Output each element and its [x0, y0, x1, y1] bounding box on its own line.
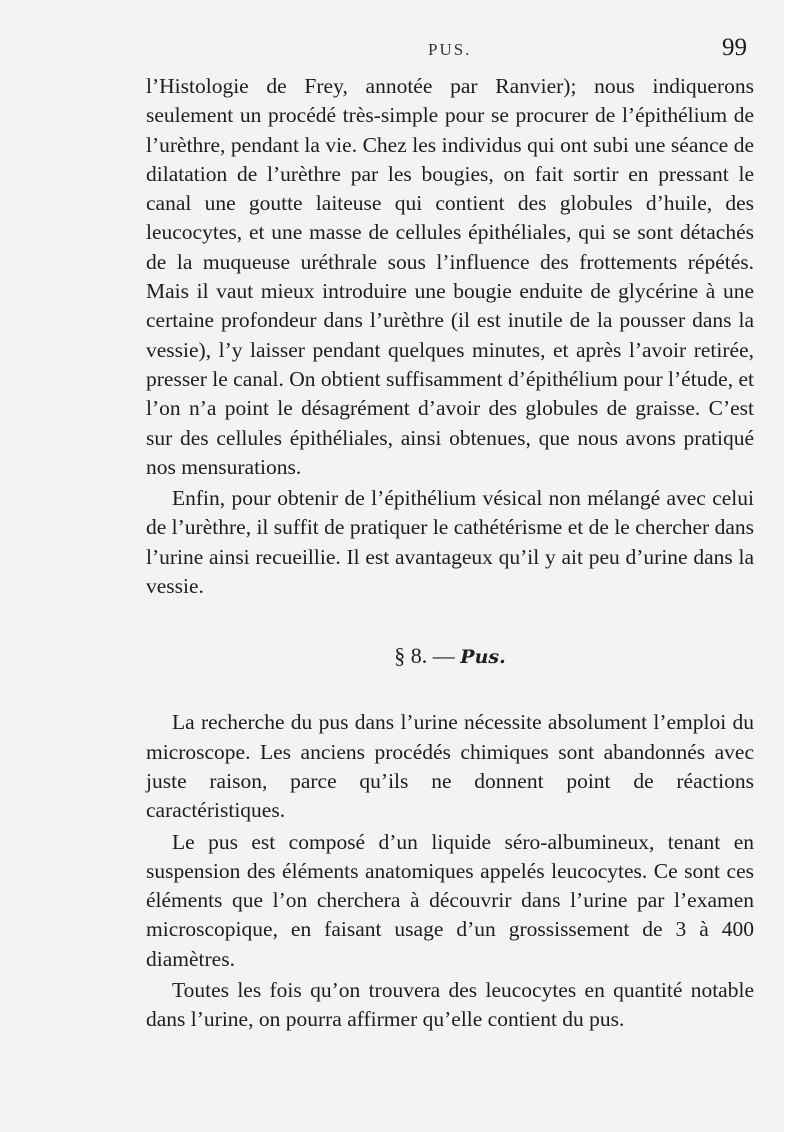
section-heading: [146, 641, 754, 672]
page-margin: [784, 0, 800, 1132]
text-block: [146, 72, 754, 1035]
paragraph: Toutes les fois qu’on trouvera des leucocytes en quantité notable dans l’urine, on pourra affirmer qu’elle contient du pus.: [146, 978, 754, 1032]
section-number: § 8. —: [394, 643, 455, 669]
paragraph: Enfin, pour obtenir de l’épithélium vésical non mélangé avec celui de l’urèthre, il suffit de pratiquer le cathétérisme et de le chercher dans l’urine ainsi recueillie. Il est avantageux qu’il y ait peu d’urine dans la vessie.: [146, 486, 754, 599]
running-head: PUS.: [428, 40, 472, 59]
paragraph: La recherche du pus dans l’urine nécessite absolument l’emploi du microscope. Les anciens procédés chimiques sont abandonnés avec juste raison, parce qu’ils ne donnent point de réactions caractéristiques.: [146, 710, 754, 823]
section-title: Pus.: [460, 646, 506, 669]
paragraph: Le pus est composé d’un liquide séro-albumineux, tenant en suspension des éléments anatomiques appelés leucocytes. Ce sont ces éléments que l’on cherchera à découvrir dans l’urine par l’examen microscopique, en faisant usage d’un grossissement de 3 à 400 diamètres.: [146, 829, 754, 971]
page-number: 99: [722, 34, 747, 61]
paragraph-continued: l’Histologie de Frey, annotée par Ranvier); nous indiquerons seulement un procédé très-simple pour se procurer de l’épithélium de l’urèthre, pendant la vie. Chez les individus qui ont subi une séance de dilatation de l’urèthre par les bougies, on fait sortir en pressant le canal une goutte laiteuse qui contient des globules d’huile, des leucocytes, et une masse de cellules épithéliales, qui se sont détachés de la muqueuse uréthrale sous l’influence des frottements répétés. Mais il vaut mieux introduire une bougie enduite de glycérine à une certaine profondeur dans l’urèthre (il est inutile de la pousser dans la vessie), l’y laisser pendant quelques minutes, et après l’avoir retirée, presser le canal. On obtient suffisamment d’épithélium pour l’étude, et l’on n’a point le désagrément d’avoir des globules de graisse. C’est sur des cellules épithéliales, ainsi obtenues, que nous avons pratiqué nos mensurations.: [146, 74, 754, 479]
